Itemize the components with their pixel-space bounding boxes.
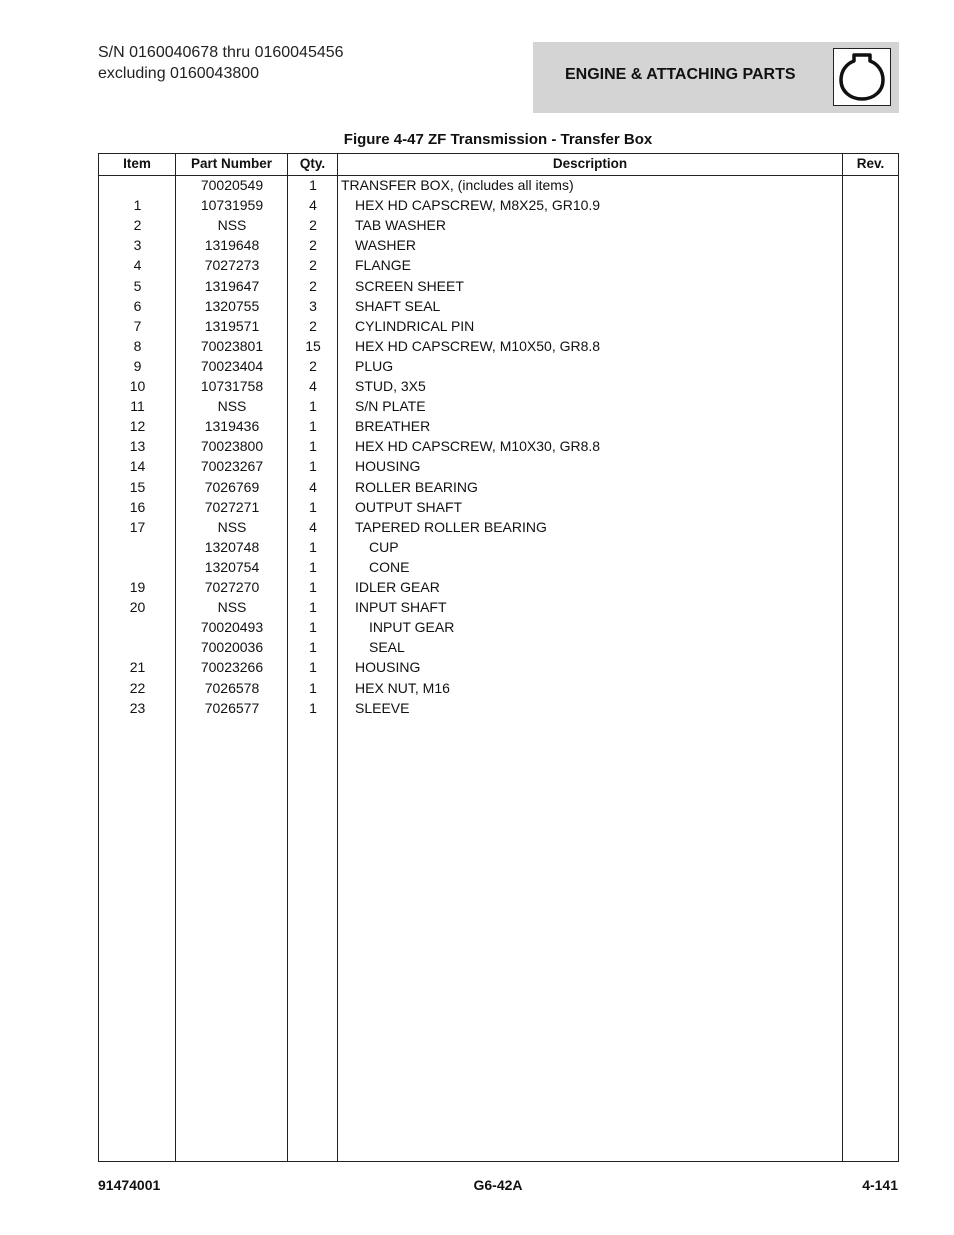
row-part-number: 1319436 [204,418,260,435]
table-row [99,436,898,456]
row-quantity: 3 [309,297,317,314]
row-item-number: 11 [130,398,145,415]
row-part-number: 1319571 [204,317,260,334]
row-description: INPUT GEAR [369,619,455,636]
table-row [99,557,898,577]
row-part-number: NSS [217,518,247,535]
table-row [99,296,898,316]
row-part-number: 10731758 [200,378,264,394]
row-description: HOUSING [355,659,421,676]
row-item-number: 19 [129,579,146,595]
row-description: HOUSING [355,458,421,475]
row-quantity: 1 [309,579,317,595]
table-row [99,255,898,275]
row-part-number: 1319648 [204,237,260,254]
table-row [99,537,898,557]
row-part-number: 10731959 [200,197,264,214]
row-description: OUTPUT SHAFT [355,498,463,515]
row-quantity: 15 [305,337,321,354]
row-description: CUP [369,538,399,555]
row-item-number: 17 [129,518,146,535]
row-quantity: 4 [309,518,317,535]
table-row [99,316,898,336]
row-item-number: 15 [129,478,146,495]
row-item-number: 4 [133,257,142,274]
row-item-number: 8 [133,337,142,354]
table-row [99,597,898,617]
section-title: ENGINE & ATTACHING PARTS [565,66,796,83]
row-quantity: 4 [309,378,317,394]
figure-title: Figure 4-47 ZF Transmission - Transfer Box [343,131,653,148]
row-quantity: 1 [309,639,317,656]
table-row [99,376,898,396]
table-row [99,517,898,537]
row-description: S/N PLATE [355,398,426,415]
row-description: SCREEN SHEET [355,277,464,294]
row-quantity: 1 [309,498,317,515]
table-row [99,678,898,698]
row-quantity: 4 [309,197,317,214]
row-part-number: 1319647 [204,277,260,294]
column-header-description: Description [552,156,628,171]
table-row [99,657,898,677]
row-item-number: 5 [133,277,142,294]
row-description: HEX NUT, M16 [355,679,450,696]
table-row [99,215,898,235]
table-row [99,235,898,255]
column-header-part-number: Part Number [190,156,273,171]
row-part-number: 70023801 [200,337,264,354]
row-part-number: 70023404 [200,357,264,374]
column-header-rev: Rev. [856,156,885,171]
row-quantity: 1 [309,398,317,415]
row-quantity: 2 [309,317,317,334]
row-description: IDLER GEAR [355,579,440,595]
column-header-qty: Qty. [299,156,326,171]
row-item-number: 10 [129,378,146,394]
serial-line-2: excluding 0160043800 [98,65,260,82]
row-item-number: 3 [133,237,142,254]
row-part-number: NSS [217,398,247,415]
row-part-number: 7026577 [204,699,260,716]
row-item-number: 22 [129,679,146,696]
row-quantity: 1 [309,558,317,575]
row-item-number: 7 [133,317,142,334]
table-row [99,356,898,376]
row-quantity: 1 [309,659,317,676]
row-description: CYLINDRICAL PIN [355,317,475,334]
section-header [533,42,899,113]
row-part-number: NSS [217,217,247,234]
row-part-number: 70023800 [200,438,264,455]
table-row [99,698,898,718]
row-quantity: 1 [309,599,317,616]
row-part-number: 7027271 [204,498,260,515]
table-row [99,617,898,637]
serial-line-1: S/N 0160040678 thru 0160045456 [98,44,344,61]
row-description: SLEEVE [355,699,410,716]
row-description: TAB WASHER [355,217,447,234]
table-row [99,336,898,356]
row-quantity: 1 [309,619,317,636]
row-item-number: 14 [129,458,146,475]
row-quantity: 1 [309,699,317,716]
row-part-number: NSS [217,599,247,616]
row-item-number: 23 [129,699,146,716]
row-description: BREATHER [355,418,431,435]
table-row [99,276,898,296]
row-part-number: 1320754 [204,558,260,575]
table-row [99,497,898,517]
row-description: PLUG [355,357,394,374]
footer-page-number: 4-141 [862,1177,898,1193]
row-part-number: 7027273 [204,257,260,274]
table-row [99,456,898,476]
row-quantity: 1 [309,177,317,193]
row-description: INPUT SHAFT [355,599,447,616]
row-quantity: 2 [309,217,317,234]
row-item-number: 12 [129,418,146,435]
parts-table [98,153,899,1162]
table-row [99,577,898,597]
row-description: HEX HD CAPSCREW, M8X25, GR10.9 [355,197,601,214]
row-description: CONE [369,558,410,575]
row-item-number: 2 [133,217,142,234]
engine-outline-icon [833,48,891,106]
row-item-number: 20 [129,599,146,616]
row-item-number: 21 [129,659,146,676]
row-part-number: 7027270 [204,579,260,595]
row-quantity: 2 [309,237,317,254]
row-quantity: 1 [309,418,317,435]
table-row [99,175,898,195]
row-description: TRANSFER BOX, (includes all items) [341,177,574,193]
row-part-number: 70023267 [200,458,264,475]
row-quantity: 4 [309,478,317,495]
serial-number-range [98,42,344,84]
row-description: TAPERED ROLLER BEARING [355,518,547,535]
table-row [99,416,898,436]
row-quantity: 1 [309,538,317,555]
row-description: FLANGE [355,257,412,274]
row-part-number: 70020036 [200,639,264,656]
row-description: ROLLER BEARING [355,478,478,495]
table-row [99,477,898,497]
row-description: WASHER [355,237,416,254]
row-part-number: 7026769 [204,478,260,495]
row-description: SHAFT SEAL [355,297,441,314]
footer-model: G6-42A [473,1177,523,1193]
footer-doc-number: 91474001 [98,1177,161,1193]
table-row [99,637,898,657]
column-header-item: Item [123,156,151,171]
row-part-number: 1320748 [204,538,260,555]
table-row [99,396,898,416]
row-description: SEAL [369,639,405,656]
row-item-number: 13 [129,438,146,455]
row-description: HEX HD CAPSCREW, M10X50, GR8.8 [355,337,601,354]
row-description: HEX HD CAPSCREW, M10X30, GR8.8 [355,438,601,455]
row-quantity: 1 [309,438,317,455]
row-quantity: 2 [309,357,317,374]
row-quantity: 1 [309,458,317,475]
row-quantity: 2 [309,277,317,294]
row-description: STUD, 3X5 [355,378,426,394]
row-quantity: 2 [309,257,317,274]
row-quantity: 1 [309,679,317,696]
row-item-number: 6 [133,297,142,314]
row-item-number: 1 [133,197,142,214]
row-part-number: 70020493 [200,619,264,636]
row-part-number: 70020549 [200,177,264,193]
row-part-number: 70023266 [200,659,264,676]
row-item-number: 16 [129,498,146,515]
row-item-number: 9 [133,357,142,374]
table-row [99,195,898,215]
row-part-number: 7026578 [204,679,260,696]
row-part-number: 1320755 [204,297,260,314]
